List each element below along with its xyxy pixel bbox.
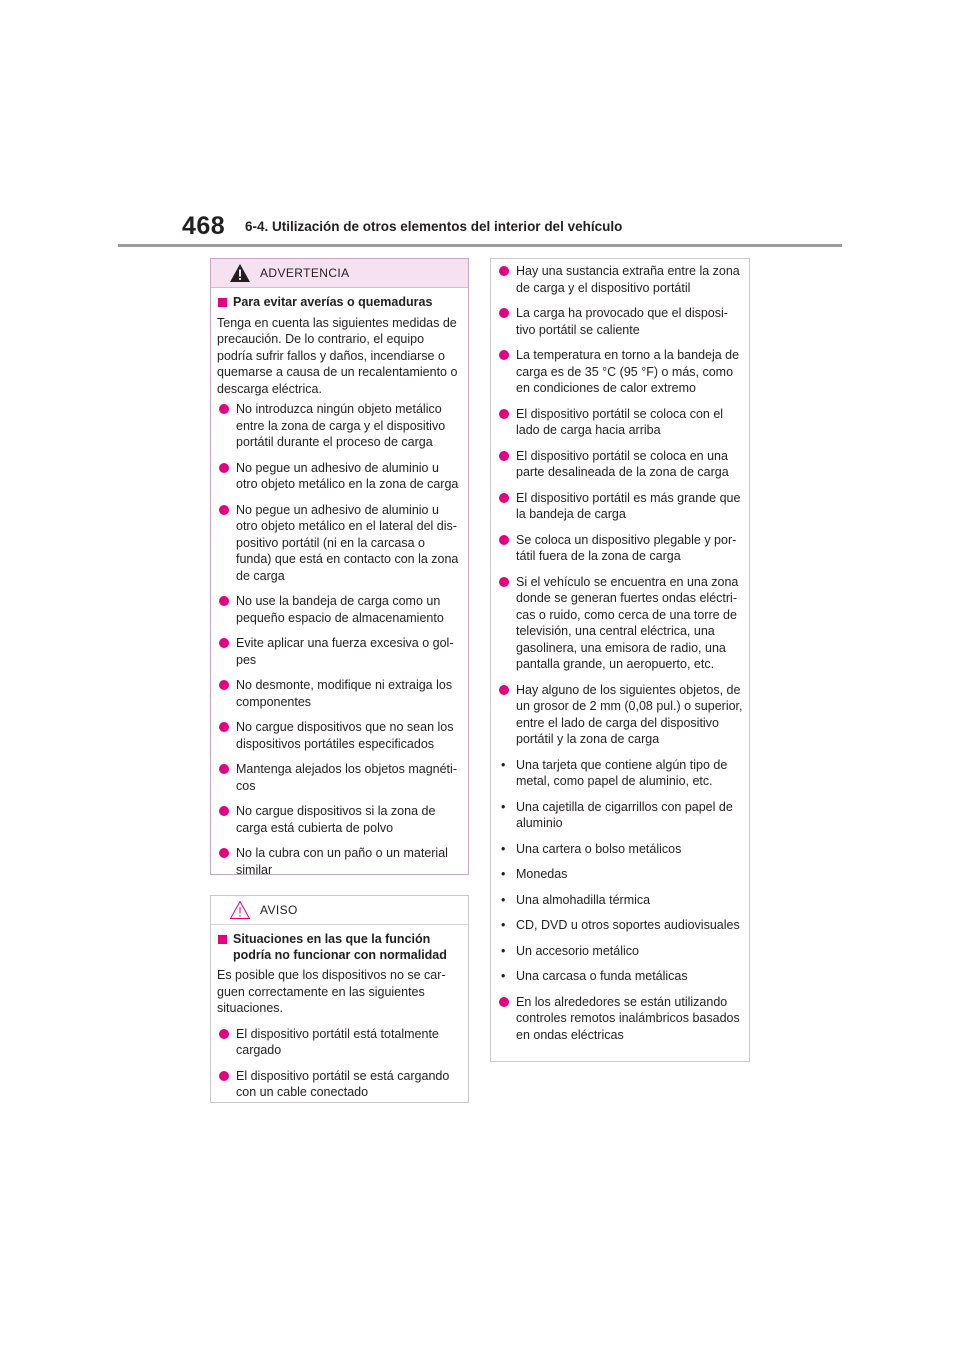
pink-dot-icon — [219, 848, 229, 858]
pink-dot-icon — [499, 350, 509, 360]
bullet-icon: • — [501, 757, 506, 772]
list-item — [497, 968, 743, 985]
list-item — [497, 799, 743, 832]
list-item — [497, 406, 743, 439]
pink-dot-icon — [499, 577, 509, 587]
section-title: 6-4. Utilización de otros elementos del interior del vehículo — [245, 219, 623, 234]
list-item — [497, 917, 743, 934]
pink-dot-icon — [219, 505, 229, 515]
pink-dot-icon — [219, 463, 229, 473]
list-item — [217, 1026, 462, 1059]
list-item — [497, 574, 743, 673]
list-item-text: El dispositivo portátil se coloca en una parte desalineada de la zona de carga — [516, 448, 729, 479]
pink-dot-icon — [219, 722, 229, 732]
list-item — [217, 502, 462, 585]
header-rule — [118, 244, 842, 247]
pink-dot-icon — [219, 806, 229, 816]
pink-dot-icon — [219, 596, 229, 606]
list-item-text: Si el vehículo se encuentra en una zona donde se generan fuertes ondas eléctricas o ruido, como cerca de una torre de televisión, una central eléctrica, una gasolinera, una emisora de radio, una pantalla grande, un aeropuerto, etc. — [516, 574, 739, 671]
notice-box — [210, 895, 469, 1103]
bullet-icon: • — [501, 918, 506, 932]
pink-dot-icon — [219, 1071, 229, 1081]
warning-heading: Para evitar averías o quemaduras — [217, 295, 462, 311]
warning-label: ADVERTENCIA — [260, 266, 350, 280]
list-item-text: No cargue dispositivos si la zona de carga está cubierta de polvo — [236, 804, 436, 835]
list-item — [217, 460, 462, 493]
list-item — [217, 845, 462, 878]
list-item-text: El dispositivo portátil está totalmente cargado — [236, 1026, 439, 1057]
list-item — [217, 677, 462, 710]
pink-dot-icon — [219, 680, 229, 690]
list-item — [497, 490, 743, 523]
list-item — [217, 719, 462, 752]
bullet-icon: • — [501, 943, 506, 958]
bullet-icon: • — [501, 969, 506, 983]
list-item — [497, 866, 743, 883]
list-item-text: CD, DVD u otros soportes audiovisuales — [516, 918, 740, 932]
page-number: 468 — [182, 212, 226, 240]
pink-dot-icon — [499, 685, 509, 695]
list-item-text: El dispositivo portátil es más grande que la bandeja de carga — [516, 490, 741, 521]
list-item-text: Una carcasa o funda metálicas — [516, 969, 688, 983]
list-item — [217, 803, 462, 836]
list-item-text: No use la bandeja de carga como un pequeño espacio de almacenamiento — [236, 594, 444, 625]
list-item-text: Monedas — [516, 867, 568, 881]
list-item-text: El dispositivo portátil se coloca con el lado de carga hacia arriba — [516, 406, 724, 437]
list-item-text: El dispositivo portátil se está cargando con un cable conectado — [236, 1068, 450, 1099]
warning-list — [217, 401, 462, 878]
list-item — [497, 305, 743, 338]
notice-box-header — [211, 896, 468, 925]
caution-triangle-icon — [229, 900, 251, 920]
list-item-text: Hay una sustancia extraña entre la zona de carga y el dispositivo portátil — [516, 264, 740, 295]
warning-box-body — [211, 288, 468, 878]
pink-dot-icon — [219, 764, 229, 774]
warning-box-header — [211, 259, 468, 288]
list-item-text: Una tarjeta que contiene algún tipo de metal, como papel de aluminio, etc. — [516, 757, 728, 788]
notice-label: AVISO — [260, 903, 298, 917]
list-item-text: Evite aplicar una fuerza excesiva o golpes — [236, 636, 454, 667]
notice-continuation-box — [490, 258, 750, 1062]
notice-list — [217, 1026, 462, 1101]
list-item-text: Mantenga alejados los objetos magnéticos — [236, 762, 457, 793]
list-item — [497, 682, 743, 748]
list-item-text: No cargue dispositivos que no sean los dispositivos portátiles especificados — [236, 720, 454, 751]
pink-square-icon — [218, 935, 227, 944]
bullet-icon: • — [501, 799, 506, 814]
list-item-text: Una cartera o bolso metálicos — [516, 841, 682, 856]
list-item — [217, 1068, 462, 1101]
notice-intro: Es posible que los dispositivos no se carguen correctamente en las siguientes situaciones. — [217, 968, 446, 1015]
list-item — [497, 892, 743, 909]
list-item-text: Una cajetilla de cigarrillos con papel de aluminio — [516, 799, 733, 830]
warning-box — [210, 258, 469, 875]
bullet-icon: • — [501, 892, 506, 907]
list-item — [217, 593, 462, 626]
pink-dot-icon — [499, 409, 509, 419]
list-item-text: No pegue un adhesivo de aluminio u otro objeto metálico en la zona de carga — [236, 460, 459, 491]
list-item-text: La temperatura en torno a la bandeja de carga es de 35 °C (95 °F) o más, como en condiciones de calor extremo — [516, 348, 740, 395]
pink-dot-icon — [499, 451, 509, 461]
pink-dot-icon — [499, 266, 509, 276]
list-item — [217, 635, 462, 668]
pink-dot-icon — [499, 997, 509, 1007]
list-item — [497, 347, 743, 397]
list-item — [497, 841, 743, 858]
list-item — [497, 448, 743, 481]
list-item-text: En los alrededores se están utilizando controles remotos inalámbricos basados en ondas eléctricas — [516, 994, 740, 1042]
list-item-text: Hay alguno de los siguientes objetos, de un grosor de 2 mm (0,08 pul.) o superior, entre el lado de carga del dispositivo portátil y la zona de carga — [516, 682, 743, 746]
list-item-text: No desmonte, modifique ni extraiga los componentes — [236, 678, 453, 709]
notice-continuation-body — [491, 259, 749, 1043]
list-item-text: No introduzca ningún objeto metálico entre la zona de carga y el dispositivo portátil durante el proceso de carga — [236, 402, 446, 449]
pink-dot-icon — [499, 493, 509, 503]
pink-dot-icon — [499, 308, 509, 318]
bullet-icon: • — [501, 867, 506, 881]
list-item-text: Un accesorio metálico — [516, 943, 639, 958]
list-item-text: Se coloca un dispositivo plegable y portátil fuera de la zona de carga — [516, 532, 737, 563]
list-item — [217, 761, 462, 794]
list-item-text: No la cubra con un paño o un material similar — [236, 846, 448, 877]
notice-heading: Situaciones en las que la función podría no funcionar con normalidad — [217, 932, 462, 963]
list-item — [497, 757, 743, 790]
list-item — [217, 401, 462, 451]
pink-dot-icon — [219, 404, 229, 414]
pink-square-icon — [218, 298, 227, 307]
list-item — [497, 263, 743, 296]
list-item — [497, 532, 743, 565]
bullet-icon: • — [501, 841, 506, 856]
pink-dot-icon — [499, 535, 509, 545]
list-item-text: Una almohadilla térmica — [516, 892, 651, 907]
list-item — [497, 994, 743, 1044]
list-item-text: No pegue un adhesivo de aluminio u otro objeto metálico en el lateral del dispositivo portátil (ni en la carcasa o funda) que está en contacto con la zona de carga — [236, 502, 459, 583]
pink-dot-icon — [219, 638, 229, 648]
conditions-list — [497, 263, 743, 1043]
notice-box-body — [211, 925, 468, 1101]
pink-dot-icon — [219, 1029, 229, 1039]
warning-intro: Tenga en cuenta las siguientes medidas de precaución. De lo contrario, el equipo podría sufrir fallos y daños, incendiarse o quemarse a causa de un recalentamiento o descarga eléctrica. — [217, 315, 458, 396]
list-item — [497, 943, 743, 960]
warning-triangle-icon — [229, 263, 251, 283]
list-item-text: La carga ha provocado que el dispositivo portátil se caliente — [516, 306, 728, 337]
